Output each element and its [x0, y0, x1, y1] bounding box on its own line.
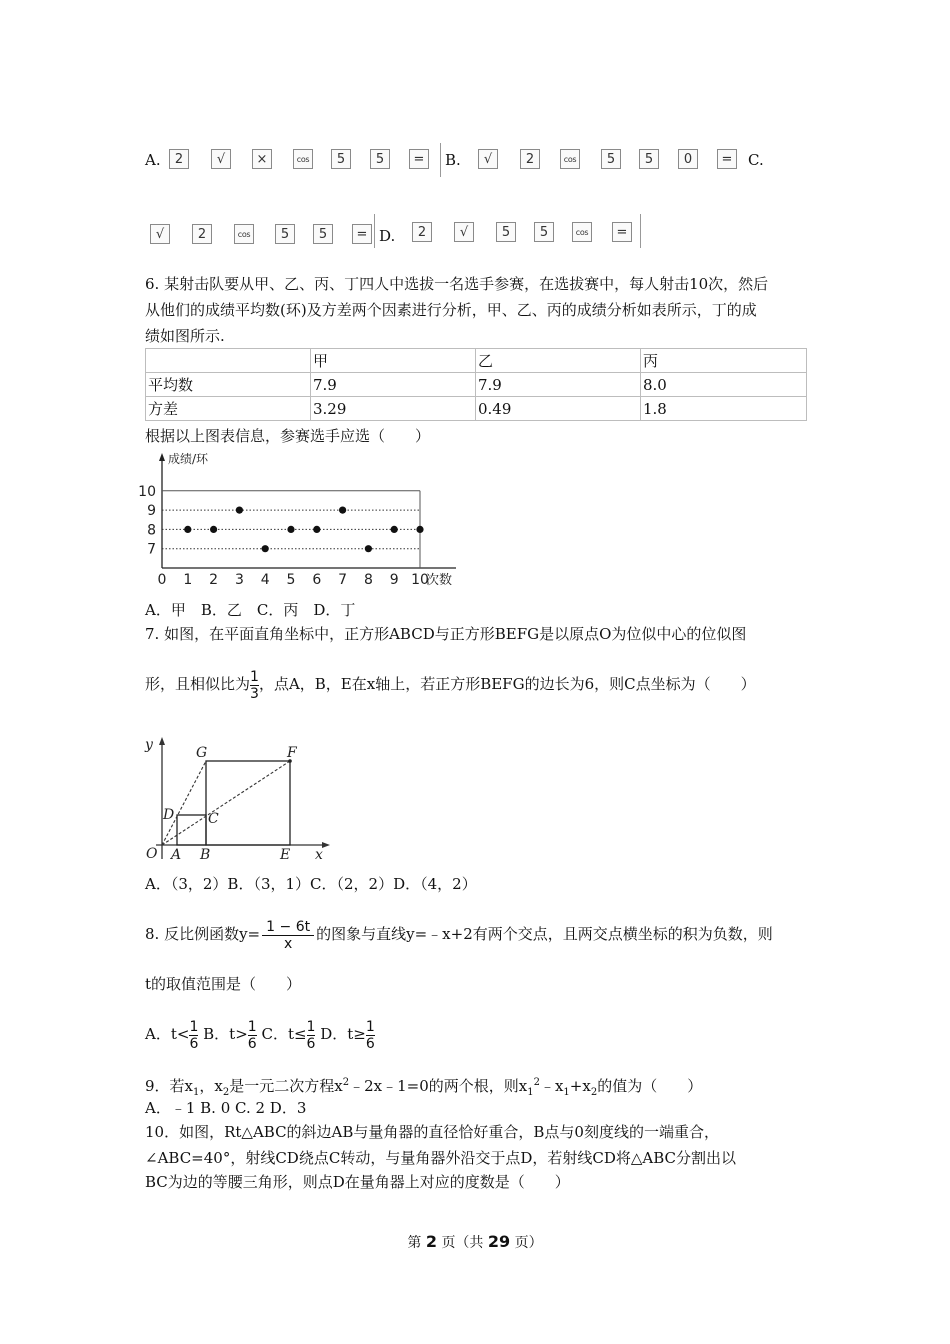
q9-text-part: ﹣x — [539, 1077, 564, 1095]
calculator-key-icon: 5 — [370, 149, 390, 169]
calculator-key-icon: = — [612, 222, 632, 242]
q6-text-line2: 从他们的成绩平均数(环)及方差两个因素进行分析，甲、乙、丙的成绩分析如表所示，丁的成 — [145, 301, 757, 319]
q9-text-part: 的值为（ ） — [597, 1077, 703, 1095]
q9-text-part: ﹣2x﹣1=0的两个根，则x — [349, 1077, 528, 1095]
fraction-denominator: 6 — [306, 1035, 316, 1052]
label-d: D — [163, 807, 175, 823]
q6-stats-table — [145, 348, 807, 421]
q5-option-c-label: C. — [748, 151, 764, 169]
data-point — [339, 507, 346, 514]
calculator-key-icon: 2 — [169, 149, 189, 169]
sqrt-key-icon: √ — [150, 224, 170, 244]
label-o: O — [146, 846, 158, 862]
data-point — [313, 526, 320, 533]
footer-text: 第 — [407, 1235, 422, 1251]
label-e: E — [280, 847, 291, 863]
q5-option-d-label: D. — [379, 227, 396, 245]
label-g: G — [196, 745, 208, 761]
table-cell: 7.9 — [476, 373, 641, 397]
calculator-key-icon: 2 — [192, 224, 212, 244]
subscript: 2 — [222, 1087, 230, 1098]
y-tick-label: 9 — [147, 503, 156, 520]
x-tick-label: 3 — [234, 572, 244, 588]
table-cell: 3.29 — [311, 397, 476, 421]
q8-text-line2: t的取值范围是（ ） — [145, 975, 302, 993]
function-fraction — [262, 919, 314, 952]
x-tick-label: 4 — [260, 572, 270, 588]
y-axis-label: 成绩/环 — [168, 452, 209, 466]
q8-text: 的图象与直线y=﹣x+2有两个交点，且两交点横坐标的积为负数，则 — [316, 925, 773, 943]
calculator-key-icon: = — [717, 149, 737, 169]
q6-options: A．甲 B．乙 C．丙 D．丁 — [145, 601, 356, 619]
table-cell: 1.8 — [641, 397, 807, 421]
x-tick-label: 9 — [389, 572, 399, 588]
q9-text-part: 是一元二次方程x — [229, 1077, 343, 1095]
calculator-key-icon: 5 — [601, 149, 621, 169]
fraction-numerator: 1 — [247, 1018, 257, 1035]
fraction-numerator: 1 — [365, 1018, 375, 1035]
q9-options: A．﹣1 B. 0 C. 2 D．3 — [145, 1099, 307, 1117]
q8-text: 8. 反比例函数y= — [145, 925, 261, 943]
cos-key-icon: cos — [293, 149, 313, 169]
calculator-key-icon: 5 — [496, 222, 516, 242]
x-tick-label: 2 — [209, 572, 219, 588]
q8-option-d: D．t≥ — [320, 1025, 366, 1043]
square-befg — [206, 761, 290, 845]
data-point — [184, 526, 191, 533]
cos-key-icon: cos — [234, 224, 254, 244]
q5-option-b-label: B. — [445, 151, 461, 169]
table-cell: 丙 — [641, 349, 807, 373]
x-tick-label: 8 — [363, 572, 373, 588]
calculator-key-icon: 5 — [313, 224, 333, 244]
x-tick-label: 7 — [338, 572, 348, 588]
x-tick-label: 6 — [312, 572, 322, 588]
fraction-denominator: 6 — [189, 1035, 199, 1052]
superscript: 2 — [533, 1077, 540, 1088]
fraction-denominator: 6 — [247, 1035, 257, 1052]
data-point — [287, 526, 294, 533]
q6-text-line3: 绩如图所示. — [145, 327, 225, 345]
x-axis-arrow — [322, 842, 330, 848]
calculator-key-icon: 5 — [534, 222, 554, 242]
y-axis-arrow — [159, 453, 165, 461]
footer-text: 页（共 — [441, 1235, 484, 1251]
table-row — [146, 397, 807, 421]
fraction — [189, 1019, 198, 1052]
table-cell — [146, 349, 311, 373]
table-cell: 甲 — [311, 349, 476, 373]
cos-key-icon: cos — [572, 222, 592, 242]
calculator-key-icon: × — [252, 149, 272, 169]
table-cell: 方差 — [146, 397, 311, 421]
page-number: 2 — [425, 1232, 437, 1251]
q7-text-line2 — [145, 662, 756, 706]
subscript: 1 — [527, 1087, 534, 1098]
calculator-key-icon: 0 — [678, 149, 698, 169]
calculator-key-icon: 5 — [639, 149, 659, 169]
y-tick-label: 7 — [147, 541, 156, 558]
q8-option-c: C．t≤ — [261, 1025, 307, 1043]
superscript: 2 — [342, 1077, 350, 1088]
x-tick-label: 1 — [183, 572, 193, 588]
table-header-row — [146, 349, 807, 373]
data-point — [416, 526, 423, 533]
page-total: 29 — [487, 1232, 511, 1251]
calculator-key-icon: 5 — [275, 224, 295, 244]
divider — [374, 214, 375, 248]
q7-text: ，点A，B，E在x轴上，若正方形BEFG的边长为6，则C点坐标为（ ） — [258, 675, 756, 693]
q10-text-line2: ∠ABC=40°，射线CD绕点C转动，与量角器外沿交于点D，若射线CD将△ABC分割出以 — [145, 1149, 736, 1167]
q7-similar-squares-figure — [140, 735, 335, 865]
ray-of — [162, 761, 290, 845]
fraction-denominator: 3 — [250, 685, 259, 702]
subscript: 1 — [193, 1087, 200, 1098]
fraction — [307, 1019, 316, 1052]
divider — [640, 214, 641, 248]
data-point — [365, 545, 372, 552]
table-cell: 7.9 — [311, 373, 476, 397]
q9-text-part: +x — [569, 1077, 591, 1095]
x-axis-label: 次数 — [426, 573, 453, 588]
q7-options: A．（3，2）B．（3，1）C．（2，2）D．（4，2） — [145, 875, 477, 893]
sqrt-key-icon: √ — [454, 222, 474, 242]
cos-key-icon: cos — [560, 149, 580, 169]
divider — [440, 143, 441, 177]
table-cell: 乙 — [476, 349, 641, 373]
data-point — [391, 526, 398, 533]
q10-text-line3: BC为边的等腰三角形，则点D在量角器上对应的度数是（ ） — [145, 1173, 570, 1191]
q8-text-line1 — [145, 912, 773, 956]
footer-text: 页） — [514, 1235, 543, 1251]
q7-text: 形，且相似比为 — [145, 675, 251, 693]
label-c: C — [208, 811, 219, 827]
sqrt-key-icon: √ — [211, 149, 231, 169]
y-axis-arrow — [159, 737, 165, 745]
fraction-denominator: x — [283, 935, 293, 952]
fraction-numerator: 1 − 6t — [266, 918, 311, 935]
y-tick-label: 8 — [147, 522, 156, 539]
fraction — [366, 1019, 375, 1052]
x-tick-label: 10 — [411, 572, 429, 588]
q9-text-part: ，x — [199, 1077, 223, 1095]
ratio-fraction — [250, 669, 259, 702]
q8-options — [145, 1012, 375, 1056]
label-b: B — [200, 847, 211, 863]
fraction-numerator: 1 — [189, 1018, 199, 1035]
label-f: F — [287, 745, 297, 761]
data-point — [262, 545, 269, 552]
table-row — [146, 373, 807, 397]
q6-score-chart — [138, 450, 468, 595]
x-tick-label: 5 — [286, 572, 296, 588]
table-cell: 8.0 — [641, 373, 807, 397]
q7-text-line1: 7. 如图，在平面直角坐标中，正方形ABCD与正方形BEFG是以原点O为位似中心的位似图 — [145, 625, 747, 643]
label-y: y — [145, 737, 153, 753]
data-point — [236, 507, 243, 514]
x-tick-label: 0 — [157, 572, 167, 588]
fraction-numerator: 1 — [250, 668, 259, 685]
calculator-key-icon: = — [352, 224, 372, 244]
label-x: x — [315, 847, 323, 863]
q8-option-b: B．t> — [203, 1025, 248, 1043]
calculator-key-icon: 5 — [331, 149, 351, 169]
calculator-key-icon: = — [409, 149, 429, 169]
sqrt-key-icon: √ — [478, 149, 498, 169]
fraction-numerator: 1 — [306, 1018, 316, 1035]
table-cell: 平均数 — [146, 373, 311, 397]
data-point — [210, 526, 217, 533]
q10-text-line1: 10．如图，Rt△ABC的斜边AB与量角器的直径恰好重合，B点与0刻度线的一端重合， — [145, 1123, 719, 1141]
ray-og — [162, 761, 206, 845]
q6-prompt: 根据以上图表信息，参赛选手应选（ ） — [145, 427, 431, 445]
fraction — [248, 1019, 257, 1052]
calculator-key-icon: 2 — [520, 149, 540, 169]
y-tick-label: 10 — [138, 483, 156, 500]
subscript: 2 — [590, 1087, 598, 1098]
q8-option-a: A．t< — [145, 1025, 190, 1043]
q9-text-part: 9．若x — [145, 1077, 194, 1095]
page-footer — [0, 1232, 950, 1252]
table-cell: 0.49 — [476, 397, 641, 421]
subscript: 1 — [563, 1087, 570, 1098]
q5-option-a-label: A. — [145, 151, 161, 169]
fraction-denominator: 6 — [365, 1035, 375, 1052]
label-a: A — [171, 847, 182, 863]
q6-text-line1: 6. 某射击队要从甲、乙、丙、丁四人中选拔一名选手参赛，在选拔赛中，每人射击10次，然后 — [145, 275, 769, 293]
calculator-key-icon: 2 — [412, 222, 432, 242]
